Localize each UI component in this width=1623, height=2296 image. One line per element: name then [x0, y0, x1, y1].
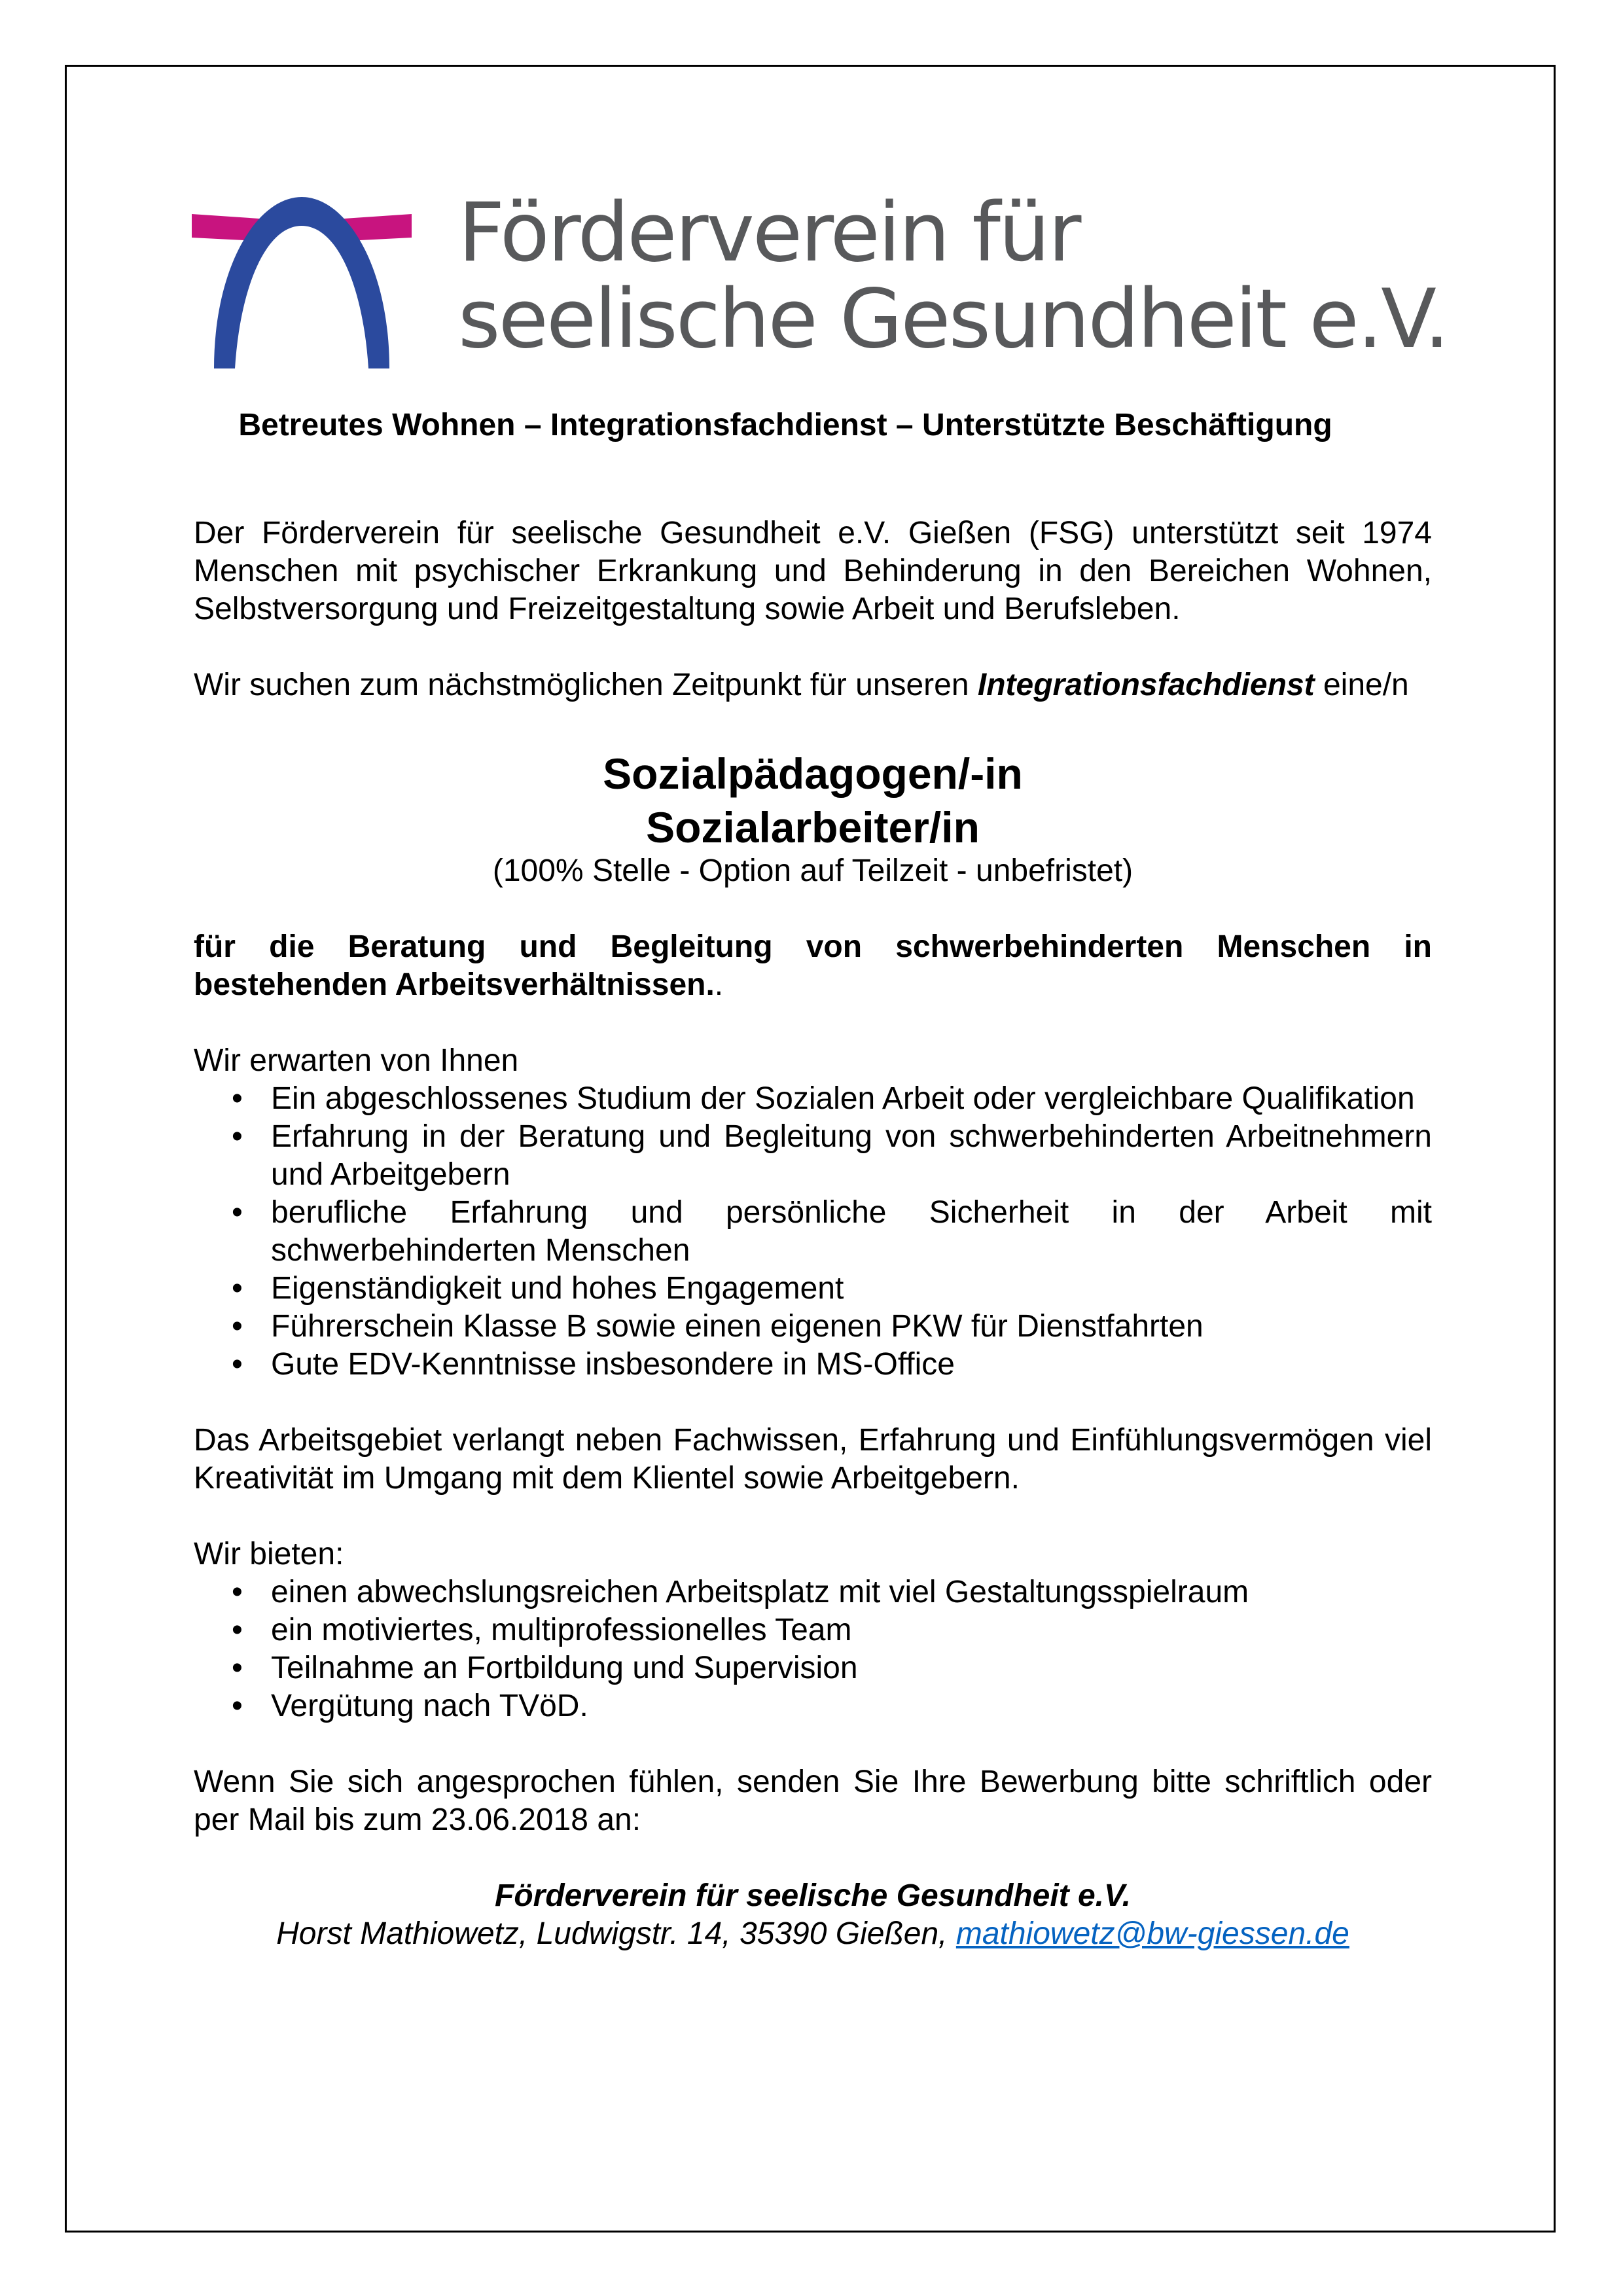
list-item: • Teilnahme an Fortbildung und Supervision	[194, 1649, 1432, 1687]
bullet-icon: •	[232, 1575, 243, 1609]
bullet-icon: •	[232, 1081, 243, 1116]
contact-org: Förderverein für seelische Gesundheit e.V.	[495, 1878, 1131, 1913]
work-area-paragraph: Das Arbeitsgebiet verlangt neben Fachwissen, Erfahrung und Einfühlungsvermögen viel Kreativität im Umgang mit dem Klientel sowie Arbeitgebern.	[194, 1423, 1432, 1496]
service-areas-heading: Betreutes Wohnen – Integrationsfachdienst – Unterstützte Beschäftigung	[238, 408, 1332, 442]
logo-line-2: seelische Gesundheit e.V.	[458, 272, 1448, 367]
list-item: • Erfahrung in der Beratung und Begleitung von schwerbehinderten Arbeitnehmern und Arbeitgebern	[232, 1119, 1432, 1192]
list-item: • Vergütung nach TVöD.	[194, 1687, 1432, 1725]
purpose-paragraph	[194, 928, 1432, 1004]
job-title-2: Sozialarbeiter/in	[646, 803, 980, 852]
bullet-icon: •	[232, 1271, 243, 1306]
job-title-1: Sozialpädagogen/-in	[603, 749, 1023, 798]
apply-paragraph: Wenn Sie sich angesprochen fühlen, senden Sie Ihre Bewerbung bitte schriftlich oder per Mail bis zum 23.06.2018 an:	[194, 1765, 1432, 1837]
expect-heading: Wir erwarten von Ihnen	[194, 1043, 519, 1078]
logo-line-1: Förderverein für	[458, 186, 1080, 280]
search-paragraph	[194, 666, 1432, 704]
list-item: • Führerschein Klasse B sowie einen eigenen PKW für Dienstfahrten	[194, 1308, 1432, 1346]
purpose-bold: für die Beratung und Begleitung von schwerbehinderten Menschen in bestehenden Arbeitsverhältnissen.	[194, 929, 1432, 1002]
list-item: • ein motiviertes, multiprofessionelles Team	[194, 1611, 1432, 1649]
purpose-tail: .	[714, 967, 724, 1002]
arch-logo-icon	[192, 188, 412, 368]
offer-list	[194, 1573, 1432, 1725]
bullet-icon: •	[232, 1119, 243, 1154]
contact-address	[194, 1915, 1432, 1953]
logo-wordmark	[458, 186, 1448, 367]
contact-email-link[interactable]: mathiowetz@bw-giessen.de	[955, 1916, 1349, 1951]
bullet-icon: •	[232, 1689, 243, 1723]
bullet-icon: •	[232, 1651, 243, 1685]
contact-address-text: Horst Mathiowetz, Ludwigstr. 14, 35390 Gießen,	[276, 1916, 956, 1951]
search-prefix: Wir suchen zum nächstmöglichen Zeitpunkt für unseren	[194, 668, 978, 702]
intro-paragraph: Der Förderverein für seelische Gesundheit e.V. Gießen (FSG) unterstützt seit 1974 Menschen mit psychischer Erkrankung und Behinderung in den Bereichen Wohnen, Selbstversorgung und Freizeitgestaltung sowie Arbeit und Berufsleben.	[194, 516, 1432, 626]
list-item: • einen abwechslungsreichen Arbeitsplatz mit viel Gestaltungsspielraum	[194, 1573, 1432, 1611]
bullet-icon: •	[232, 1309, 243, 1344]
offer-heading: Wir bieten:	[194, 1537, 344, 1571]
expect-list	[194, 1080, 1432, 1384]
document-body	[194, 514, 1432, 1953]
list-item: • Eigenständigkeit und hohes Engagement	[194, 1270, 1432, 1308]
search-suffix: eine/n	[1314, 668, 1409, 702]
bullet-icon: •	[232, 1347, 243, 1382]
bullet-icon: •	[232, 1195, 243, 1230]
list-item: • berufliche Erfahrung und persönliche Sicherheit in der Arbeit mit schwerbehinderten Menschen	[232, 1195, 1432, 1268]
job-terms: (100% Stelle - Option auf Teilzeit - unbefristet)	[492, 853, 1133, 888]
list-item: • Gute EDV-Kenntnisse insbesondere in MS-Office	[194, 1346, 1432, 1384]
search-emphasis: Integrationsfachdienst	[977, 668, 1315, 702]
list-item: • Ein abgeschlossenes Studium der Sozialen Arbeit oder vergleichbare Qualifikation	[194, 1080, 1432, 1118]
bullet-icon: •	[232, 1613, 243, 1647]
